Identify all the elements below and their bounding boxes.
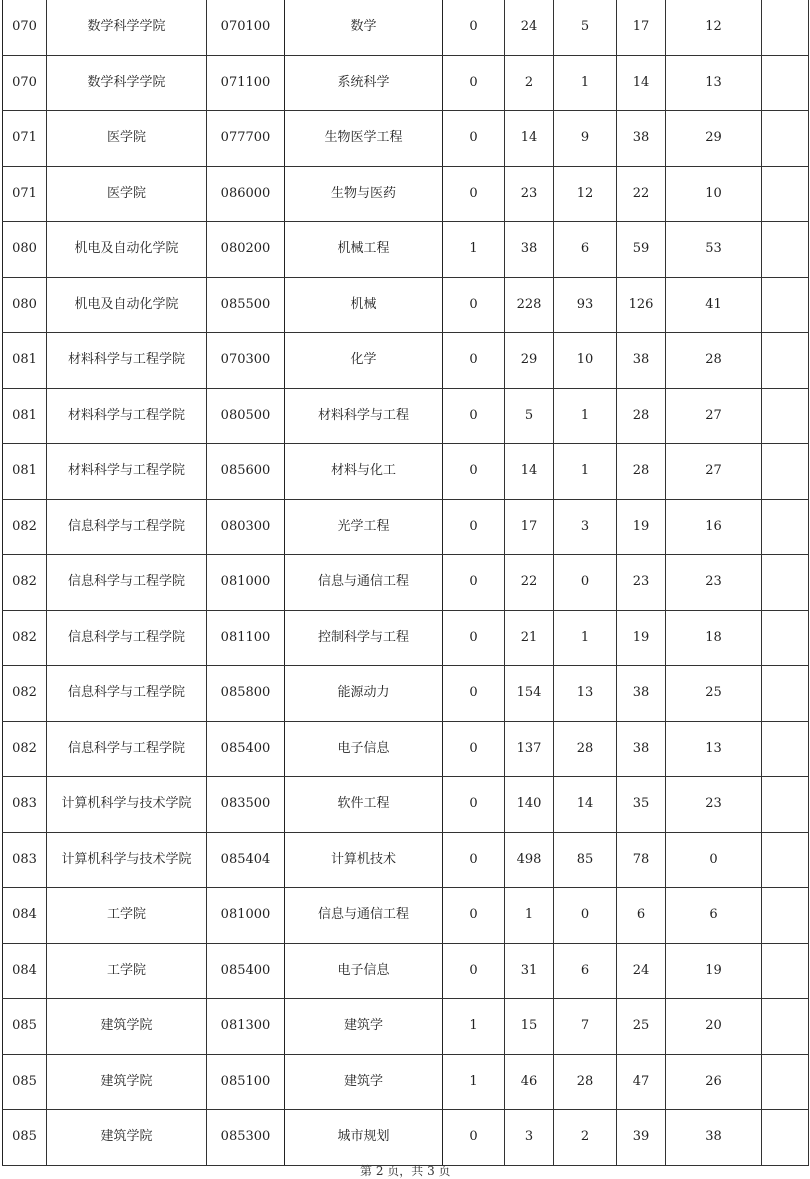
major-name-cell: 材料与化工 xyxy=(285,444,443,500)
col-e-cell: 26 xyxy=(666,1054,762,1110)
dept-name-cell: 计算机科学与技术学院 xyxy=(47,777,207,833)
dept-name-cell: 计算机科学与技术学院 xyxy=(47,832,207,888)
dept-name-cell: 信息科学与工程学院 xyxy=(47,555,207,611)
col-d-cell: 35 xyxy=(617,777,666,833)
col-empty-cell xyxy=(762,610,809,666)
major-name-cell: 电子信息 xyxy=(285,943,443,999)
col-c-cell: 10 xyxy=(554,333,617,389)
dept-code-cell: 080 xyxy=(3,222,47,278)
major-name-cell: 系统科学 xyxy=(285,55,443,111)
col-c-cell: 0 xyxy=(554,888,617,944)
dept-name-cell: 机电及自动化学院 xyxy=(47,277,207,333)
col-c-cell: 14 xyxy=(554,777,617,833)
col-d-cell: 78 xyxy=(617,832,666,888)
major-name-cell: 机械 xyxy=(285,277,443,333)
dept-code-cell: 070 xyxy=(3,0,47,55)
dept-code-cell: 085 xyxy=(3,1110,47,1166)
col-c-cell: 5 xyxy=(554,0,617,55)
col-b-cell: 38 xyxy=(505,222,554,278)
dept-name-cell: 数学科学学院 xyxy=(47,55,207,111)
col-empty-cell xyxy=(762,1110,809,1166)
col-empty-cell xyxy=(762,832,809,888)
dept-code-cell: 082 xyxy=(3,555,47,611)
col-d-cell: 38 xyxy=(617,721,666,777)
major-code-cell: 085100 xyxy=(207,1054,285,1110)
col-b-cell: 14 xyxy=(505,444,554,500)
major-name-cell: 光学工程 xyxy=(285,499,443,555)
col-c-cell: 28 xyxy=(554,1054,617,1110)
col-e-cell: 27 xyxy=(666,388,762,444)
col-e-cell: 6 xyxy=(666,888,762,944)
dept-name-cell: 信息科学与工程学院 xyxy=(47,666,207,722)
dept-code-cell: 085 xyxy=(3,999,47,1055)
col-e-cell: 18 xyxy=(666,610,762,666)
major-code-cell: 081100 xyxy=(207,610,285,666)
dept-code-cell: 082 xyxy=(3,499,47,555)
dept-name-cell: 信息科学与工程学院 xyxy=(47,721,207,777)
col-e-cell: 27 xyxy=(666,444,762,500)
table-row xyxy=(3,1110,809,1166)
col-b-cell: 137 xyxy=(505,721,554,777)
dept-code-cell: 082 xyxy=(3,666,47,722)
col-empty-cell xyxy=(762,721,809,777)
col-d-cell: 17 xyxy=(617,0,666,55)
major-name-cell: 电子信息 xyxy=(285,721,443,777)
col-c-cell: 2 xyxy=(554,1110,617,1166)
table-row xyxy=(3,1054,809,1110)
col-b-cell: 21 xyxy=(505,610,554,666)
col-e-cell: 16 xyxy=(666,499,762,555)
table-row xyxy=(3,999,809,1055)
table-row xyxy=(3,222,809,278)
col-empty-cell xyxy=(762,111,809,167)
col-a-cell: 0 xyxy=(443,832,505,888)
table-row xyxy=(3,0,809,55)
dept-code-cell: 084 xyxy=(3,943,47,999)
major-name-cell: 材料科学与工程 xyxy=(285,388,443,444)
major-name-cell: 建筑学 xyxy=(285,1054,443,1110)
major-code-cell: 070100 xyxy=(207,0,285,55)
col-empty-cell xyxy=(762,388,809,444)
col-c-cell: 85 xyxy=(554,832,617,888)
col-a-cell: 1 xyxy=(443,999,505,1055)
col-c-cell: 9 xyxy=(554,111,617,167)
col-a-cell: 0 xyxy=(443,888,505,944)
major-code-cell: 080500 xyxy=(207,388,285,444)
col-empty-cell xyxy=(762,666,809,722)
table-row xyxy=(3,55,809,111)
col-empty-cell xyxy=(762,0,809,55)
major-code-cell: 081000 xyxy=(207,555,285,611)
dept-name-cell: 工学院 xyxy=(47,888,207,944)
dept-code-cell: 082 xyxy=(3,610,47,666)
col-c-cell: 1 xyxy=(554,55,617,111)
major-name-cell: 控制科学与工程 xyxy=(285,610,443,666)
major-code-cell: 080300 xyxy=(207,499,285,555)
dept-name-cell: 医学院 xyxy=(47,166,207,222)
dept-code-cell: 081 xyxy=(3,333,47,389)
col-d-cell: 126 xyxy=(617,277,666,333)
major-name-cell: 数学 xyxy=(285,0,443,55)
col-b-cell: 31 xyxy=(505,943,554,999)
major-code-cell: 081000 xyxy=(207,888,285,944)
col-e-cell: 28 xyxy=(666,333,762,389)
table-row xyxy=(3,943,809,999)
dept-name-cell: 机电及自动化学院 xyxy=(47,222,207,278)
col-a-cell: 0 xyxy=(443,943,505,999)
col-a-cell: 0 xyxy=(443,777,505,833)
major-code-cell: 085500 xyxy=(207,277,285,333)
dept-name-cell: 信息科学与工程学院 xyxy=(47,499,207,555)
col-c-cell: 1 xyxy=(554,610,617,666)
col-e-cell: 23 xyxy=(666,555,762,611)
dept-code-cell: 080 xyxy=(3,277,47,333)
col-d-cell: 22 xyxy=(617,166,666,222)
dept-code-cell: 085 xyxy=(3,1054,47,1110)
col-a-cell: 0 xyxy=(443,111,505,167)
col-c-cell: 12 xyxy=(554,166,617,222)
col-c-cell: 93 xyxy=(554,277,617,333)
col-b-cell: 1 xyxy=(505,888,554,944)
col-empty-cell xyxy=(762,499,809,555)
dept-name-cell: 建筑学院 xyxy=(47,1110,207,1166)
col-b-cell: 228 xyxy=(505,277,554,333)
col-e-cell: 41 xyxy=(666,277,762,333)
major-name-cell: 生物医学工程 xyxy=(285,111,443,167)
col-c-cell: 0 xyxy=(554,555,617,611)
major-code-cell: 085400 xyxy=(207,721,285,777)
col-a-cell: 1 xyxy=(443,1054,505,1110)
col-b-cell: 15 xyxy=(505,999,554,1055)
dept-name-cell: 材料科学与工程学院 xyxy=(47,388,207,444)
dept-name-cell: 建筑学院 xyxy=(47,999,207,1055)
page-footer: 第 2 页，共 3 页 xyxy=(360,1164,451,1178)
col-b-cell: 22 xyxy=(505,555,554,611)
dept-name-cell: 医学院 xyxy=(47,111,207,167)
col-b-cell: 29 xyxy=(505,333,554,389)
col-b-cell: 23 xyxy=(505,166,554,222)
major-name-cell: 生物与医药 xyxy=(285,166,443,222)
col-a-cell: 0 xyxy=(443,666,505,722)
major-code-cell: 085404 xyxy=(207,832,285,888)
dept-code-cell: 082 xyxy=(3,721,47,777)
table-row xyxy=(3,333,809,389)
col-b-cell: 46 xyxy=(505,1054,554,1110)
col-d-cell: 38 xyxy=(617,333,666,389)
major-name-cell: 计算机技术 xyxy=(285,832,443,888)
col-empty-cell xyxy=(762,444,809,500)
col-b-cell: 17 xyxy=(505,499,554,555)
col-b-cell: 3 xyxy=(505,1110,554,1166)
col-d-cell: 28 xyxy=(617,388,666,444)
col-c-cell: 1 xyxy=(554,388,617,444)
major-code-cell: 086000 xyxy=(207,166,285,222)
col-empty-cell xyxy=(762,888,809,944)
table-row xyxy=(3,888,809,944)
col-a-cell: 0 xyxy=(443,166,505,222)
major-code-cell: 080200 xyxy=(207,222,285,278)
col-empty-cell xyxy=(762,1054,809,1110)
col-empty-cell xyxy=(762,333,809,389)
col-empty-cell xyxy=(762,277,809,333)
col-empty-cell xyxy=(762,999,809,1055)
major-code-cell: 081300 xyxy=(207,999,285,1055)
col-c-cell: 6 xyxy=(554,222,617,278)
col-e-cell: 13 xyxy=(666,721,762,777)
col-b-cell: 498 xyxy=(505,832,554,888)
table-row xyxy=(3,388,809,444)
col-d-cell: 38 xyxy=(617,111,666,167)
major-name-cell: 建筑学 xyxy=(285,999,443,1055)
dept-code-cell: 081 xyxy=(3,444,47,500)
major-name-cell: 信息与通信工程 xyxy=(285,888,443,944)
table-row xyxy=(3,499,809,555)
table-row xyxy=(3,666,809,722)
table-row xyxy=(3,444,809,500)
dept-name-cell: 工学院 xyxy=(47,943,207,999)
admissions-table xyxy=(2,0,809,1166)
col-a-cell: 0 xyxy=(443,1110,505,1166)
col-c-cell: 3 xyxy=(554,499,617,555)
major-code-cell: 085400 xyxy=(207,943,285,999)
table-row xyxy=(3,111,809,167)
col-a-cell: 0 xyxy=(443,610,505,666)
major-name-cell: 信息与通信工程 xyxy=(285,555,443,611)
dept-code-cell: 083 xyxy=(3,777,47,833)
col-c-cell: 1 xyxy=(554,444,617,500)
major-code-cell: 083500 xyxy=(207,777,285,833)
dept-name-cell: 数学科学学院 xyxy=(47,0,207,55)
dept-code-cell: 084 xyxy=(3,888,47,944)
col-empty-cell xyxy=(762,222,809,278)
col-a-cell: 0 xyxy=(443,555,505,611)
table-row xyxy=(3,166,809,222)
major-code-cell: 077700 xyxy=(207,111,285,167)
major-code-cell: 070300 xyxy=(207,333,285,389)
col-e-cell: 10 xyxy=(666,166,762,222)
col-a-cell: 0 xyxy=(443,444,505,500)
col-a-cell: 0 xyxy=(443,0,505,55)
col-e-cell: 25 xyxy=(666,666,762,722)
col-a-cell: 0 xyxy=(443,388,505,444)
dept-name-cell: 建筑学院 xyxy=(47,1054,207,1110)
col-b-cell: 14 xyxy=(505,111,554,167)
col-d-cell: 28 xyxy=(617,444,666,500)
major-name-cell: 能源动力 xyxy=(285,666,443,722)
table-row xyxy=(3,777,809,833)
col-d-cell: 47 xyxy=(617,1054,666,1110)
table-row xyxy=(3,832,809,888)
dept-name-cell: 信息科学与工程学院 xyxy=(47,610,207,666)
col-d-cell: 59 xyxy=(617,222,666,278)
col-d-cell: 19 xyxy=(617,499,666,555)
col-a-cell: 0 xyxy=(443,499,505,555)
col-e-cell: 0 xyxy=(666,832,762,888)
col-a-cell: 0 xyxy=(443,55,505,111)
col-e-cell: 13 xyxy=(666,55,762,111)
col-d-cell: 19 xyxy=(617,610,666,666)
dept-code-cell: 083 xyxy=(3,832,47,888)
col-b-cell: 5 xyxy=(505,388,554,444)
col-d-cell: 39 xyxy=(617,1110,666,1166)
col-e-cell: 53 xyxy=(666,222,762,278)
dept-code-cell: 071 xyxy=(3,166,47,222)
major-code-cell: 085300 xyxy=(207,1110,285,1166)
col-a-cell: 0 xyxy=(443,721,505,777)
col-empty-cell xyxy=(762,166,809,222)
table-row xyxy=(3,277,809,333)
col-empty-cell xyxy=(762,55,809,111)
col-b-cell: 2 xyxy=(505,55,554,111)
col-empty-cell xyxy=(762,943,809,999)
col-a-cell: 1 xyxy=(443,222,505,278)
col-e-cell: 38 xyxy=(666,1110,762,1166)
col-c-cell: 28 xyxy=(554,721,617,777)
col-empty-cell xyxy=(762,777,809,833)
col-e-cell: 19 xyxy=(666,943,762,999)
col-e-cell: 12 xyxy=(666,0,762,55)
dept-code-cell: 070 xyxy=(3,55,47,111)
dept-name-cell: 材料科学与工程学院 xyxy=(47,444,207,500)
col-c-cell: 13 xyxy=(554,666,617,722)
col-d-cell: 6 xyxy=(617,888,666,944)
major-name-cell: 化学 xyxy=(285,333,443,389)
major-code-cell: 085600 xyxy=(207,444,285,500)
col-b-cell: 140 xyxy=(505,777,554,833)
col-d-cell: 38 xyxy=(617,666,666,722)
table-row xyxy=(3,610,809,666)
dept-code-cell: 071 xyxy=(3,111,47,167)
col-b-cell: 24 xyxy=(505,0,554,55)
major-code-cell: 071100 xyxy=(207,55,285,111)
col-c-cell: 7 xyxy=(554,999,617,1055)
col-e-cell: 20 xyxy=(666,999,762,1055)
major-name-cell: 软件工程 xyxy=(285,777,443,833)
table-row xyxy=(3,555,809,611)
col-c-cell: 6 xyxy=(554,943,617,999)
col-a-cell: 0 xyxy=(443,277,505,333)
col-d-cell: 24 xyxy=(617,943,666,999)
col-d-cell: 14 xyxy=(617,55,666,111)
major-name-cell: 机械工程 xyxy=(285,222,443,278)
col-e-cell: 23 xyxy=(666,777,762,833)
major-name-cell: 城市规划 xyxy=(285,1110,443,1166)
col-a-cell: 0 xyxy=(443,333,505,389)
col-b-cell: 154 xyxy=(505,666,554,722)
col-d-cell: 23 xyxy=(617,555,666,611)
col-d-cell: 25 xyxy=(617,999,666,1055)
col-e-cell: 29 xyxy=(666,111,762,167)
dept-name-cell: 材料科学与工程学院 xyxy=(47,333,207,389)
table-row xyxy=(3,721,809,777)
major-code-cell: 085800 xyxy=(207,666,285,722)
col-empty-cell xyxy=(762,555,809,611)
dept-code-cell: 081 xyxy=(3,388,47,444)
